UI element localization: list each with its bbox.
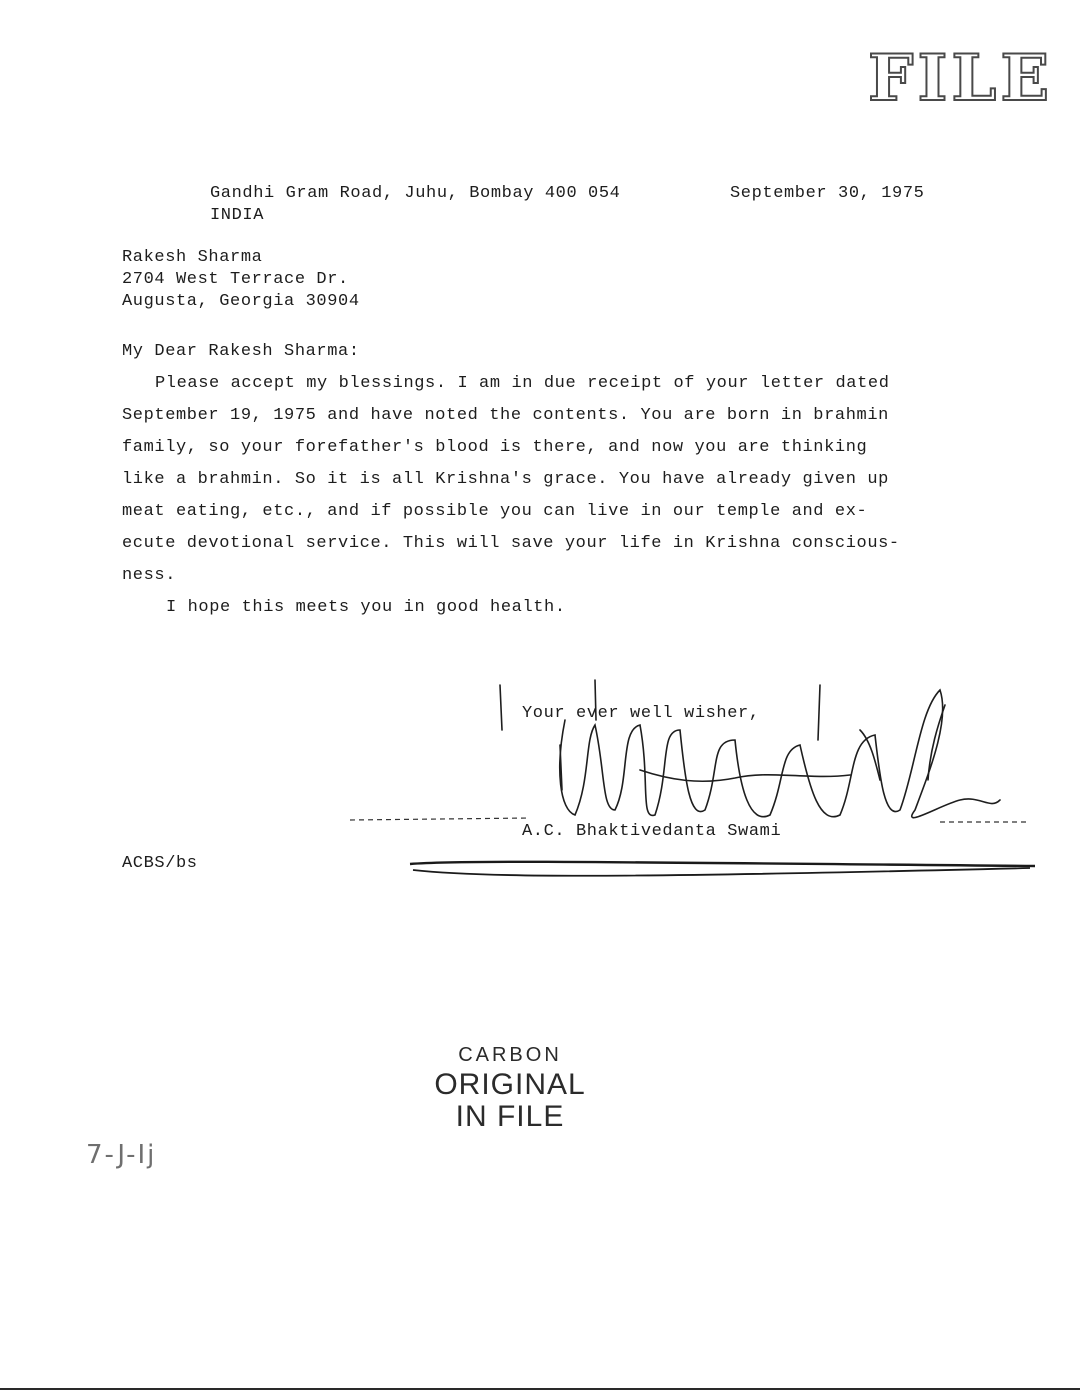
- sender-address-line2: INDIA: [210, 206, 265, 225]
- salutation: My Dear Rakesh Sharma:: [122, 342, 360, 361]
- closing-sentence: I hope this meets you in good health.: [166, 598, 566, 617]
- bottom-edge-line: [0, 1388, 1080, 1390]
- body-line: like a brahmin. So it is all Krishna's grace. You have already given up: [122, 470, 889, 489]
- recipient-city: Augusta, Georgia 30904: [122, 292, 360, 311]
- letter-date: September 30, 1975: [730, 184, 925, 203]
- typist-initials: ACBS/bs: [122, 854, 198, 873]
- page-mark: 7-J-Ij: [86, 1140, 157, 1170]
- signature-closing: Your ever well wisher,: [522, 704, 760, 723]
- carbon-stamp-line2: ORIGINAL: [434, 1068, 586, 1101]
- body-line: September 19, 1975 and have noted the contents. You are born in brahmin: [122, 406, 889, 425]
- file-stamp: FILE: [868, 41, 1054, 116]
- handwritten-signature: [340, 630, 1040, 880]
- body-line: Please accept my blessings. I am in due receipt of your letter dated: [155, 374, 890, 393]
- carbon-stamp-line3: IN FILE: [455, 1100, 565, 1133]
- recipient-street: 2704 West Terrace Dr.: [122, 270, 349, 289]
- body-line: ness.: [122, 566, 177, 585]
- body-line: family, so your forefather's blood is there, and now you are thinking: [122, 438, 868, 457]
- recipient-name: Rakesh Sharma: [122, 248, 263, 267]
- signature-name: A.C. Bhaktivedanta Swami: [522, 822, 782, 841]
- signature-underline: [405, 852, 1045, 882]
- body-line: meat eating, etc., and if possible you can live in our temple and ex-: [122, 502, 868, 521]
- sender-address-line1: Gandhi Gram Road, Juhu, Bombay 400 054: [210, 184, 621, 203]
- body-line: ecute devotional service. This will save your life in Krishna conscious-: [122, 534, 900, 553]
- carbon-stamp-line1: CARBON: [458, 1044, 562, 1066]
